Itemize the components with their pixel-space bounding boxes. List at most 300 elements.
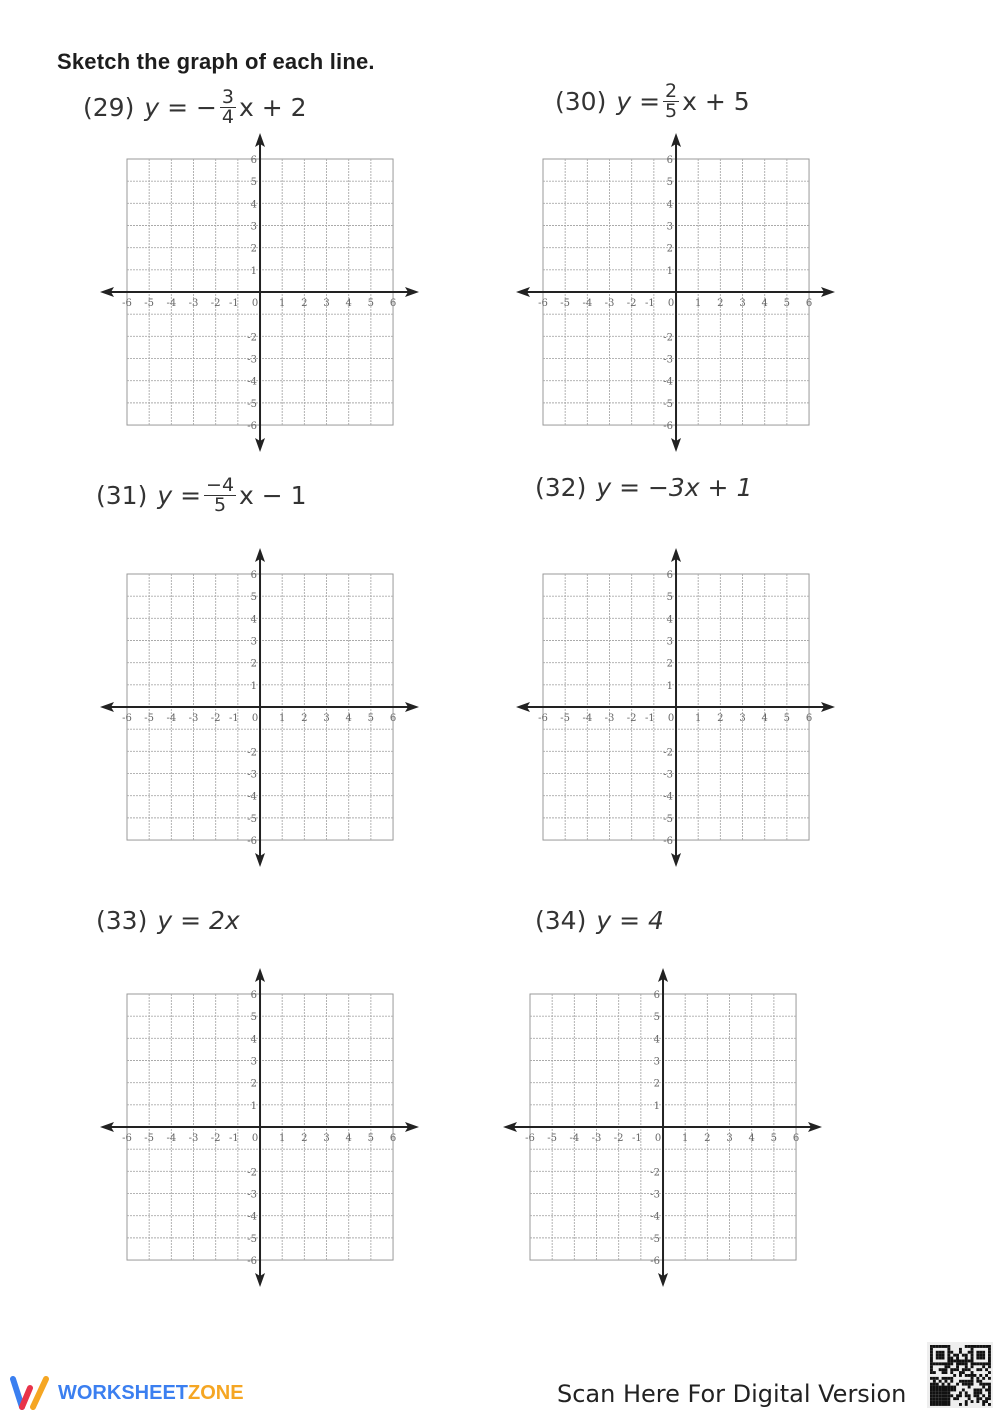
x-tick-label: 6: [805, 298, 813, 310]
qr-module: [982, 1351, 985, 1354]
qr-module: [953, 1397, 956, 1400]
qr-module: [976, 1391, 979, 1394]
y-tick-label: 5: [250, 177, 258, 189]
qr-module: [945, 1377, 948, 1380]
problem-number: (32): [535, 473, 587, 502]
qr-module: [979, 1383, 982, 1386]
equation-suffix: x − 1: [239, 481, 307, 510]
qr-module: [942, 1354, 945, 1357]
qr-module: [930, 1371, 933, 1374]
problem-29-equation: [83, 88, 307, 127]
qr-module: [985, 1362, 988, 1365]
y-tick-label: 3: [250, 636, 258, 648]
qr-module: [947, 1351, 950, 1354]
x-tick-label: -1: [644, 298, 655, 310]
y-tick-label: 5: [250, 592, 258, 604]
fraction: [663, 82, 679, 121]
qr-module: [982, 1386, 985, 1389]
qr-module: [945, 1368, 948, 1371]
x-tick-label: 0: [251, 298, 259, 310]
qr-module: [976, 1357, 979, 1360]
x-tick-label: -6: [122, 1133, 132, 1145]
qr-module: [947, 1354, 950, 1357]
y-tick-label: 6: [666, 155, 674, 166]
qr-module: [930, 1351, 933, 1354]
y-tick-label: -3: [650, 1189, 661, 1201]
problem-32-equation: [535, 473, 752, 502]
x-tick-label: -1: [228, 298, 239, 310]
x-tick-label: -1: [228, 713, 239, 725]
x-tick-label: -5: [560, 713, 571, 725]
qr-module: [947, 1357, 950, 1360]
qr-module: [945, 1391, 948, 1394]
x-tick-label: 3: [739, 298, 746, 310]
qr-module: [947, 1362, 950, 1365]
qr-module: [945, 1365, 948, 1368]
qr-module: [947, 1400, 950, 1403]
qr-module: [956, 1354, 959, 1357]
coordinate-grid-32[interactable]: [513, 546, 843, 876]
y-tick-label: 4: [666, 614, 674, 626]
qr-module: [942, 1394, 945, 1397]
qr-module: [965, 1403, 968, 1406]
y-tick-label: 6: [666, 570, 674, 581]
qr-module: [982, 1400, 985, 1403]
coordinate-grid-33[interactable]: [97, 966, 427, 1296]
qr-module: [976, 1351, 979, 1354]
y-tick-label: -6: [247, 421, 258, 433]
y-tick-label: 5: [653, 1012, 661, 1024]
qr-module: [965, 1345, 968, 1348]
qr-module: [982, 1362, 985, 1365]
qr-module: [942, 1362, 945, 1365]
qr-module: [976, 1389, 979, 1392]
qr-module: [930, 1389, 933, 1392]
x-tick-label: -3: [591, 1133, 602, 1145]
coordinate-grid-34[interactable]: [500, 966, 830, 1296]
qr-module: [959, 1371, 962, 1374]
qr-module: [936, 1357, 939, 1360]
qr-module: [930, 1377, 933, 1380]
y-tick-label: -3: [247, 354, 258, 366]
x-tick-label: 4: [345, 713, 352, 725]
qr-module: [979, 1374, 982, 1377]
equation-prefix: y =: [157, 481, 202, 510]
x-tick-label: 5: [367, 298, 375, 310]
x-tick-label: -2: [626, 713, 637, 725]
qr-module: [982, 1354, 985, 1357]
y-tick-label: -3: [663, 769, 674, 781]
x-tick-label: -4: [166, 713, 177, 725]
y-tick-label: 6: [250, 570, 258, 581]
qr-module: [945, 1386, 948, 1389]
qr-module: [945, 1389, 948, 1392]
qr-module: [965, 1362, 968, 1365]
equation-text: y = 2x: [157, 906, 240, 935]
x-tick-label: 4: [748, 1133, 755, 1145]
qr-module: [959, 1374, 962, 1377]
y-tick-label: -3: [247, 1189, 258, 1201]
y-tick-label: 4: [653, 1034, 661, 1046]
qr-module: [965, 1391, 968, 1394]
y-tick-label: -5: [650, 1233, 661, 1245]
qr-module: [971, 1354, 974, 1357]
x-tick-label: -3: [188, 298, 199, 310]
y-tick-label: 5: [666, 177, 674, 189]
qr-module: [942, 1397, 945, 1400]
qr-module: [959, 1391, 962, 1394]
qr-module: [933, 1394, 936, 1397]
problem-number: (29): [83, 93, 135, 122]
qr-module: [976, 1397, 979, 1400]
qr-module: [930, 1391, 933, 1394]
x-tick-label: 5: [783, 713, 791, 725]
qr-module: [947, 1377, 950, 1380]
qr-module: [982, 1394, 985, 1397]
qr-module: [979, 1389, 982, 1392]
qr-module: [942, 1403, 945, 1406]
qr-module: [956, 1360, 959, 1363]
x-tick-label: -2: [210, 298, 221, 310]
qr-module: [965, 1357, 968, 1360]
qr-module: [982, 1377, 985, 1380]
qr-module: [965, 1400, 968, 1403]
qr-module: [956, 1397, 959, 1400]
qr-module: [971, 1362, 974, 1365]
qr-module: [976, 1354, 979, 1357]
x-tick-label: -6: [538, 713, 548, 725]
qr-module: [933, 1383, 936, 1386]
x-tick-label: -1: [644, 713, 655, 725]
qr-module: [942, 1383, 945, 1386]
x-tick-label: 4: [345, 1133, 352, 1145]
qr-module: [971, 1345, 974, 1348]
y-tick-label: 5: [250, 1012, 258, 1024]
qr-module: [930, 1345, 933, 1348]
x-tick-label: -3: [604, 298, 615, 310]
y-tick-label: -2: [663, 332, 674, 344]
qr-module: [971, 1348, 974, 1351]
qr-module: [936, 1354, 939, 1357]
qr-module: [945, 1371, 948, 1374]
y-tick-label: 2: [653, 1078, 661, 1090]
qr-module: [988, 1397, 991, 1400]
qr-module: [936, 1397, 939, 1400]
qr-module: [947, 1383, 950, 1386]
qr-module: [968, 1394, 971, 1397]
qr-module: [939, 1397, 942, 1400]
qr-module: [971, 1380, 974, 1383]
logo-text: [58, 1382, 244, 1405]
qr-module: [930, 1368, 933, 1371]
qr-module: [979, 1354, 982, 1357]
qr-module: [933, 1400, 936, 1403]
logo-word-zone: ZONE: [188, 1381, 244, 1404]
qr-module: [965, 1383, 968, 1386]
qr-module: [965, 1374, 968, 1377]
qr-module: [933, 1362, 936, 1365]
qr-module: [979, 1362, 982, 1365]
x-tick-label: 1: [279, 1133, 286, 1145]
y-tick-label: 1: [250, 680, 258, 692]
qr-module: [988, 1345, 991, 1348]
qr-module: [939, 1351, 942, 1354]
qr-module: [950, 1362, 953, 1365]
y-tick-label: 6: [250, 155, 258, 166]
qr-module: [950, 1386, 953, 1389]
y-tick-label: 3: [653, 1056, 661, 1068]
qr-module: [965, 1394, 968, 1397]
qr-module: [950, 1368, 953, 1371]
qr-module: [953, 1374, 956, 1377]
x-tick-label: -6: [122, 713, 132, 725]
qr-module: [936, 1403, 939, 1406]
x-tick-label: -4: [569, 1133, 580, 1145]
qr-module: [939, 1380, 942, 1383]
qr-module: [939, 1400, 942, 1403]
qr-module: [988, 1403, 991, 1406]
y-tick-label: -2: [650, 1167, 661, 1179]
qr-module: [950, 1377, 953, 1380]
qr-module: [942, 1345, 945, 1348]
x-tick-label: -6: [122, 298, 132, 310]
y-tick-label: -6: [663, 421, 674, 433]
x-tick-label: 3: [739, 713, 746, 725]
qr-module: [950, 1357, 953, 1360]
qr-module: [956, 1383, 959, 1386]
coordinate-grid-29[interactable]: [97, 131, 427, 461]
y-tick-label: -2: [247, 332, 258, 344]
qr-module: [979, 1380, 982, 1383]
qr-module: [976, 1394, 979, 1397]
qr-module: [988, 1389, 991, 1392]
qr-module: [947, 1397, 950, 1400]
qr-module: [936, 1386, 939, 1389]
qr-module: [979, 1391, 982, 1394]
qr-module: [962, 1368, 965, 1371]
x-tick-label: 2: [717, 298, 724, 310]
y-tick-label: 1: [250, 1100, 258, 1112]
qr-module: [942, 1400, 945, 1403]
problem-31-equation: [96, 476, 307, 515]
y-tick-label: 3: [666, 636, 674, 648]
logo-word-worksheet: WORKSHEET: [58, 1381, 188, 1404]
qr-module: [968, 1351, 971, 1354]
qr-module: [971, 1400, 974, 1403]
qr-module: [982, 1403, 985, 1406]
qr-module: [933, 1377, 936, 1380]
qr-module: [939, 1357, 942, 1360]
qr-module: [968, 1368, 971, 1371]
qr-module: [974, 1394, 977, 1397]
qr-module: [930, 1360, 933, 1363]
qr-module: [939, 1386, 942, 1389]
qr-module: [939, 1345, 942, 1348]
qr-module: [945, 1400, 948, 1403]
x-tick-label: 2: [301, 1133, 308, 1145]
x-tick-label: -4: [582, 713, 593, 725]
y-tick-label: 2: [666, 243, 674, 255]
qr-module: [939, 1403, 942, 1406]
qr-module: [968, 1374, 971, 1377]
qr-module: [979, 1397, 982, 1400]
x-tick-label: 1: [695, 298, 702, 310]
numerator: 2: [665, 80, 678, 102]
x-tick-label: -1: [631, 1133, 642, 1145]
qr-module: [968, 1380, 971, 1383]
qr-module: [933, 1345, 936, 1348]
qr-module: [979, 1345, 982, 1348]
y-tick-label: -2: [247, 1167, 258, 1179]
y-tick-label: -2: [247, 747, 258, 759]
qr-module: [947, 1403, 950, 1406]
qr-module: [950, 1380, 953, 1383]
qr-module: [936, 1394, 939, 1397]
qr-module: [947, 1389, 950, 1392]
x-tick-label: 1: [279, 713, 286, 725]
x-tick-label: 0: [667, 713, 675, 725]
numerator: −4: [206, 474, 235, 496]
qr-module: [953, 1360, 956, 1363]
x-tick-label: -5: [547, 1133, 558, 1145]
instructions-heading: Sketch the graph of each line.: [57, 49, 375, 74]
qr-module: [942, 1389, 945, 1392]
qr-module: [936, 1391, 939, 1394]
qr-module: [936, 1377, 939, 1380]
x-tick-label: 3: [323, 298, 330, 310]
y-tick-label: 3: [250, 1056, 258, 1068]
x-tick-label: -2: [626, 298, 637, 310]
equation-suffix: x + 5: [682, 87, 750, 116]
y-tick-label: -5: [247, 1233, 258, 1245]
x-tick-label: -4: [166, 1133, 177, 1145]
x-tick-label: -1: [228, 1133, 239, 1145]
x-tick-label: -6: [525, 1133, 535, 1145]
equation-text: y = −3x + 1: [596, 473, 753, 502]
qr-module: [945, 1345, 948, 1348]
x-tick-label: 1: [279, 298, 286, 310]
qr-module: [942, 1391, 945, 1394]
qr-module: [930, 1400, 933, 1403]
logo-icon: [10, 1376, 52, 1410]
qr-module: [988, 1354, 991, 1357]
qr-module: [976, 1400, 979, 1403]
qr-module: [953, 1389, 956, 1392]
y-tick-label: 5: [666, 592, 674, 604]
qr-module: [988, 1357, 991, 1360]
qr-module: [976, 1345, 979, 1348]
qr-module: [947, 1394, 950, 1397]
scan-text: Scan Here For Digital Version: [557, 1380, 907, 1408]
x-tick-label: 5: [783, 298, 791, 310]
qr-module: [930, 1397, 933, 1400]
denominator: 5: [213, 494, 227, 516]
qr-module: [988, 1371, 991, 1374]
x-tick-label: 0: [654, 1133, 662, 1145]
qr-module: [959, 1360, 962, 1363]
x-tick-label: 4: [345, 298, 352, 310]
qr-module: [985, 1400, 988, 1403]
coordinate-grid-31[interactable]: [97, 546, 427, 876]
denominator: 4: [221, 106, 235, 128]
y-tick-label: 2: [250, 243, 258, 255]
qr-module: [982, 1345, 985, 1348]
qr-module: [953, 1368, 956, 1371]
x-tick-label: 2: [301, 713, 308, 725]
qr-module: [982, 1383, 985, 1386]
x-tick-label: 3: [726, 1133, 733, 1145]
qr-module: [962, 1371, 965, 1374]
qr-module: [971, 1377, 974, 1380]
y-tick-label: 1: [666, 265, 674, 277]
qr-module: [971, 1371, 974, 1374]
qr-module: [982, 1365, 985, 1368]
qr-module: [947, 1391, 950, 1394]
qr-module: [945, 1403, 948, 1406]
qr-module: [985, 1368, 988, 1371]
y-tick-label: -4: [247, 1211, 258, 1223]
y-tick-label: -4: [663, 791, 674, 803]
qr-module: [985, 1374, 988, 1377]
qr-module: [962, 1383, 965, 1386]
qr-module: [939, 1391, 942, 1394]
problem-33-equation: [96, 906, 240, 935]
qr-module: [956, 1368, 959, 1371]
qr-module: [939, 1368, 942, 1371]
qr-module: [945, 1397, 948, 1400]
qr-module: [947, 1345, 950, 1348]
qr-module: [988, 1391, 991, 1394]
x-tick-label: 3: [323, 1133, 330, 1145]
y-tick-label: -6: [663, 836, 674, 848]
qr-module: [976, 1368, 979, 1371]
qr-module: [979, 1368, 982, 1371]
x-tick-label: -5: [144, 1133, 155, 1145]
qr-module: [985, 1383, 988, 1386]
fraction: [220, 88, 236, 127]
x-tick-label: 2: [704, 1133, 711, 1145]
qr-module: [985, 1389, 988, 1392]
qr-module: [953, 1354, 956, 1357]
y-tick-label: -5: [247, 813, 258, 825]
qr-module: [947, 1365, 950, 1368]
qr-module: [962, 1362, 965, 1365]
x-tick-label: -3: [188, 713, 199, 725]
qr-module: [982, 1357, 985, 1360]
qr-module: [965, 1368, 968, 1371]
qr-module: [959, 1351, 962, 1354]
qr-module: [988, 1394, 991, 1397]
y-tick-label: -5: [247, 398, 258, 410]
qr-module: [968, 1383, 971, 1386]
qr-module: [930, 1357, 933, 1360]
qr-module: [968, 1360, 971, 1363]
qr-module: [942, 1386, 945, 1389]
qr-module: [968, 1397, 971, 1400]
qr-module: [962, 1389, 965, 1392]
qr-module: [945, 1380, 948, 1383]
x-tick-label: 6: [389, 1133, 397, 1145]
y-tick-label: -3: [663, 354, 674, 366]
x-tick-label: 0: [251, 1133, 259, 1145]
qr-module: [933, 1371, 936, 1374]
qr-module: [930, 1365, 933, 1368]
qr-code[interactable]: [927, 1342, 993, 1408]
y-tick-label: 6: [250, 990, 258, 1001]
y-tick-label: 3: [666, 221, 674, 233]
coordinate-grid-30[interactable]: [513, 131, 843, 461]
qr-module: [933, 1397, 936, 1400]
